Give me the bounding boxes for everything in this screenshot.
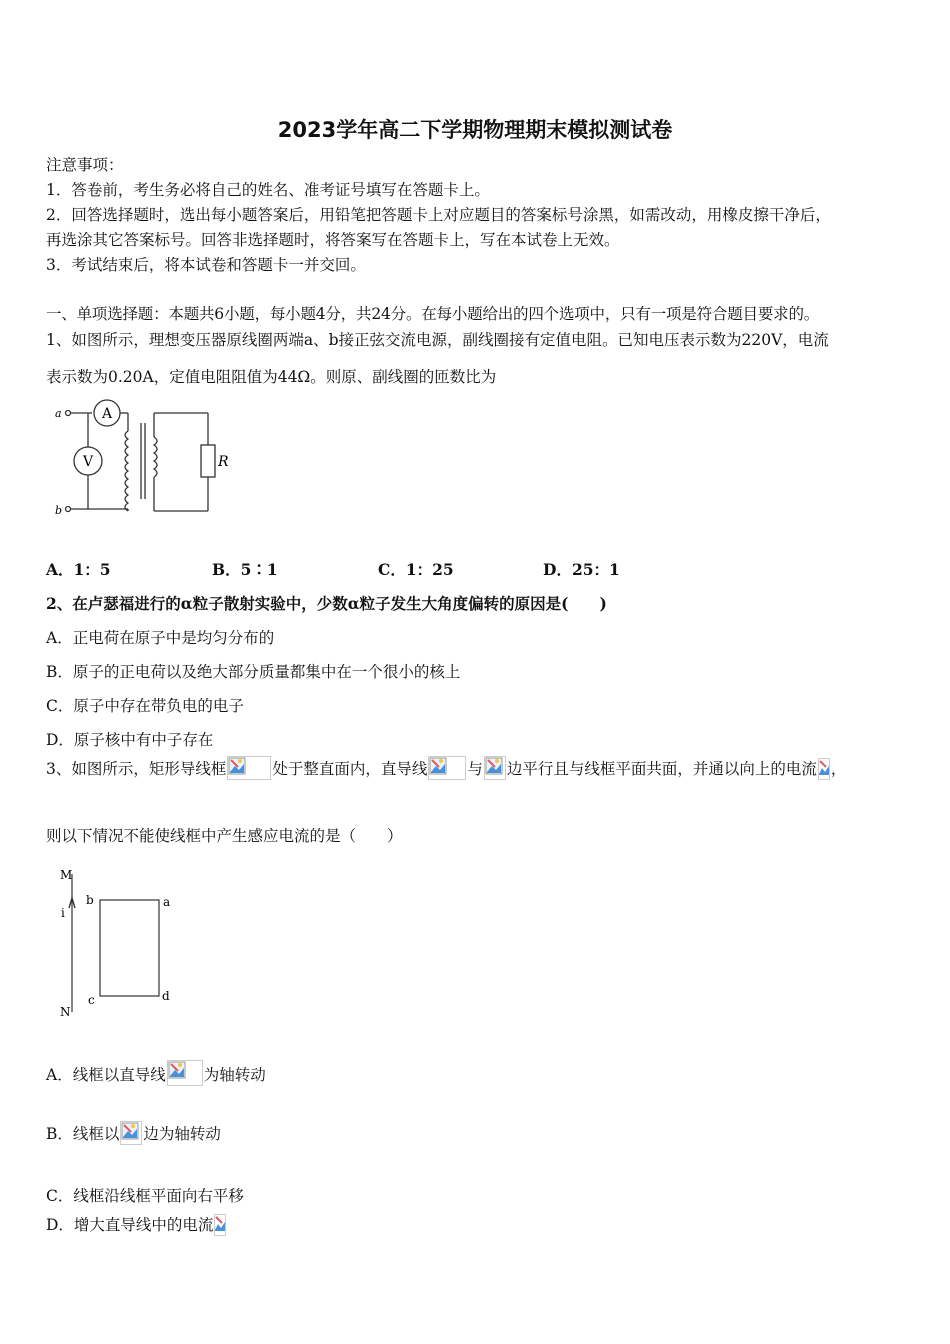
transformer-circuit-figure <box>52 397 232 522</box>
terminal-a-label: a <box>55 407 62 420</box>
q1-option-b[interactable]: B．5∶1 <box>212 560 278 579</box>
q1-stem-line1: 1、如图所示，理想变压器原线圈两端a、b接正弦交流电源，副线圈接有定值电阻。已知电压表示数为220V，电流 <box>46 331 829 349</box>
label-c: c <box>88 993 95 1007</box>
q3-stem-part-3: 与 <box>467 760 483 778</box>
label-i: i <box>61 906 65 920</box>
resistor-label: R <box>218 454 229 470</box>
notes-heading: 注意事项： <box>46 156 124 174</box>
q3-option-d-text: D．增大直导线中的电流 <box>46 1216 214 1234</box>
q3-stem-part-5: ， <box>830 760 847 778</box>
broken-image-icon <box>167 1060 203 1086</box>
label-N: N <box>60 1005 71 1019</box>
q3-stem-line2: 则以下情况不能使线框中产生感应电流的是（ ） <box>46 827 403 845</box>
q2-option-d[interactable]: D．原子核中有中子存在 <box>46 731 214 749</box>
wire-loop-figure <box>55 862 185 1022</box>
notes-item-2-cont: 再选涂其它答案标号。回答非选择题时，将答案写在答题卡上，写在本试卷上无效。 <box>46 231 620 249</box>
broken-image-icon <box>227 756 271 780</box>
q2-option-a[interactable]: A．正电荷在原子中是均匀分布的 <box>46 629 275 647</box>
q3-option-d[interactable] <box>46 1214 227 1236</box>
broken-image-icon <box>214 1214 226 1236</box>
terminal-b-label: b <box>55 504 63 517</box>
broken-image-icon <box>484 756 506 780</box>
q3-option-c[interactable]: C．线框沿线框平面向右平移 <box>46 1187 244 1205</box>
q1-option-c[interactable]: C．1：25 <box>378 560 454 579</box>
q3-option-b[interactable] <box>46 1121 221 1145</box>
label-M: M <box>60 868 73 882</box>
notes-item-2: 2．回答选择题时，选出每小题答案后，用铅笔把答题卡上对应题目的答案标号涂黑，如需改动，用橡皮擦干净后， <box>46 206 831 224</box>
ammeter-label: A <box>101 406 113 422</box>
q1-stem-line2: 表示数为0.20A，定值电阻阻值为44Ω。则原、副线圈的匝数比为 <box>46 368 497 386</box>
q3-stem-part-2: 处于整直面内，直导线 <box>272 760 428 778</box>
q3-stem-line1 <box>46 756 846 780</box>
q3-option-b-part-2: 边为轴转动 <box>143 1125 221 1143</box>
label-d: d <box>162 989 170 1003</box>
label-a: a <box>163 895 171 909</box>
q2-option-c[interactable]: C．原子中存在带负电的电子 <box>46 697 244 715</box>
q3-option-a-part-2: 为轴转动 <box>203 1066 266 1084</box>
q2-option-b[interactable]: B．原子的正电荷以及绝大部分质量都集中在一个很小的核上 <box>46 663 461 681</box>
q3-stem-part-1: 3、如图所示，矩形导线框 <box>46 760 227 778</box>
q2-stem: 2、在卢瑟福进行的α粒子散射实验中，少数α粒子发生大角度偏转的原因是( ) <box>46 594 607 613</box>
broken-image-icon <box>120 1121 142 1145</box>
broken-image-icon <box>818 758 830 780</box>
q3-stem-part-4: 边平行且与线框平面共面，并通以向上的电流 <box>506 760 817 778</box>
page-title: 2023学年高二下学期物理期末模拟测试卷 <box>277 118 673 142</box>
label-b: b <box>86 893 94 907</box>
notes-item-3: 3．考试结束后，将本试卷和答题卡一并交回。 <box>46 256 366 274</box>
notes-item-1: 1．答卷前，考生务必将自己的姓名、准考证号填写在答题卡上。 <box>46 181 490 199</box>
q3-option-b-part-1: B．线框以 <box>46 1125 120 1143</box>
q1-option-a[interactable]: A．1：5 <box>46 560 111 579</box>
section-heading: 一、单项选择题：本题共6小题，每小题4分，共24分。在每小题给出的四个选项中，只有一项是符合题目要求的。 <box>46 305 820 323</box>
broken-image-icon <box>428 756 466 780</box>
voltmeter-label: V <box>82 454 94 470</box>
q3-option-a[interactable] <box>46 1060 266 1086</box>
q3-option-a-part-1: A．线框以直导线 <box>46 1066 166 1084</box>
q1-option-d[interactable]: D．25：1 <box>543 560 620 579</box>
